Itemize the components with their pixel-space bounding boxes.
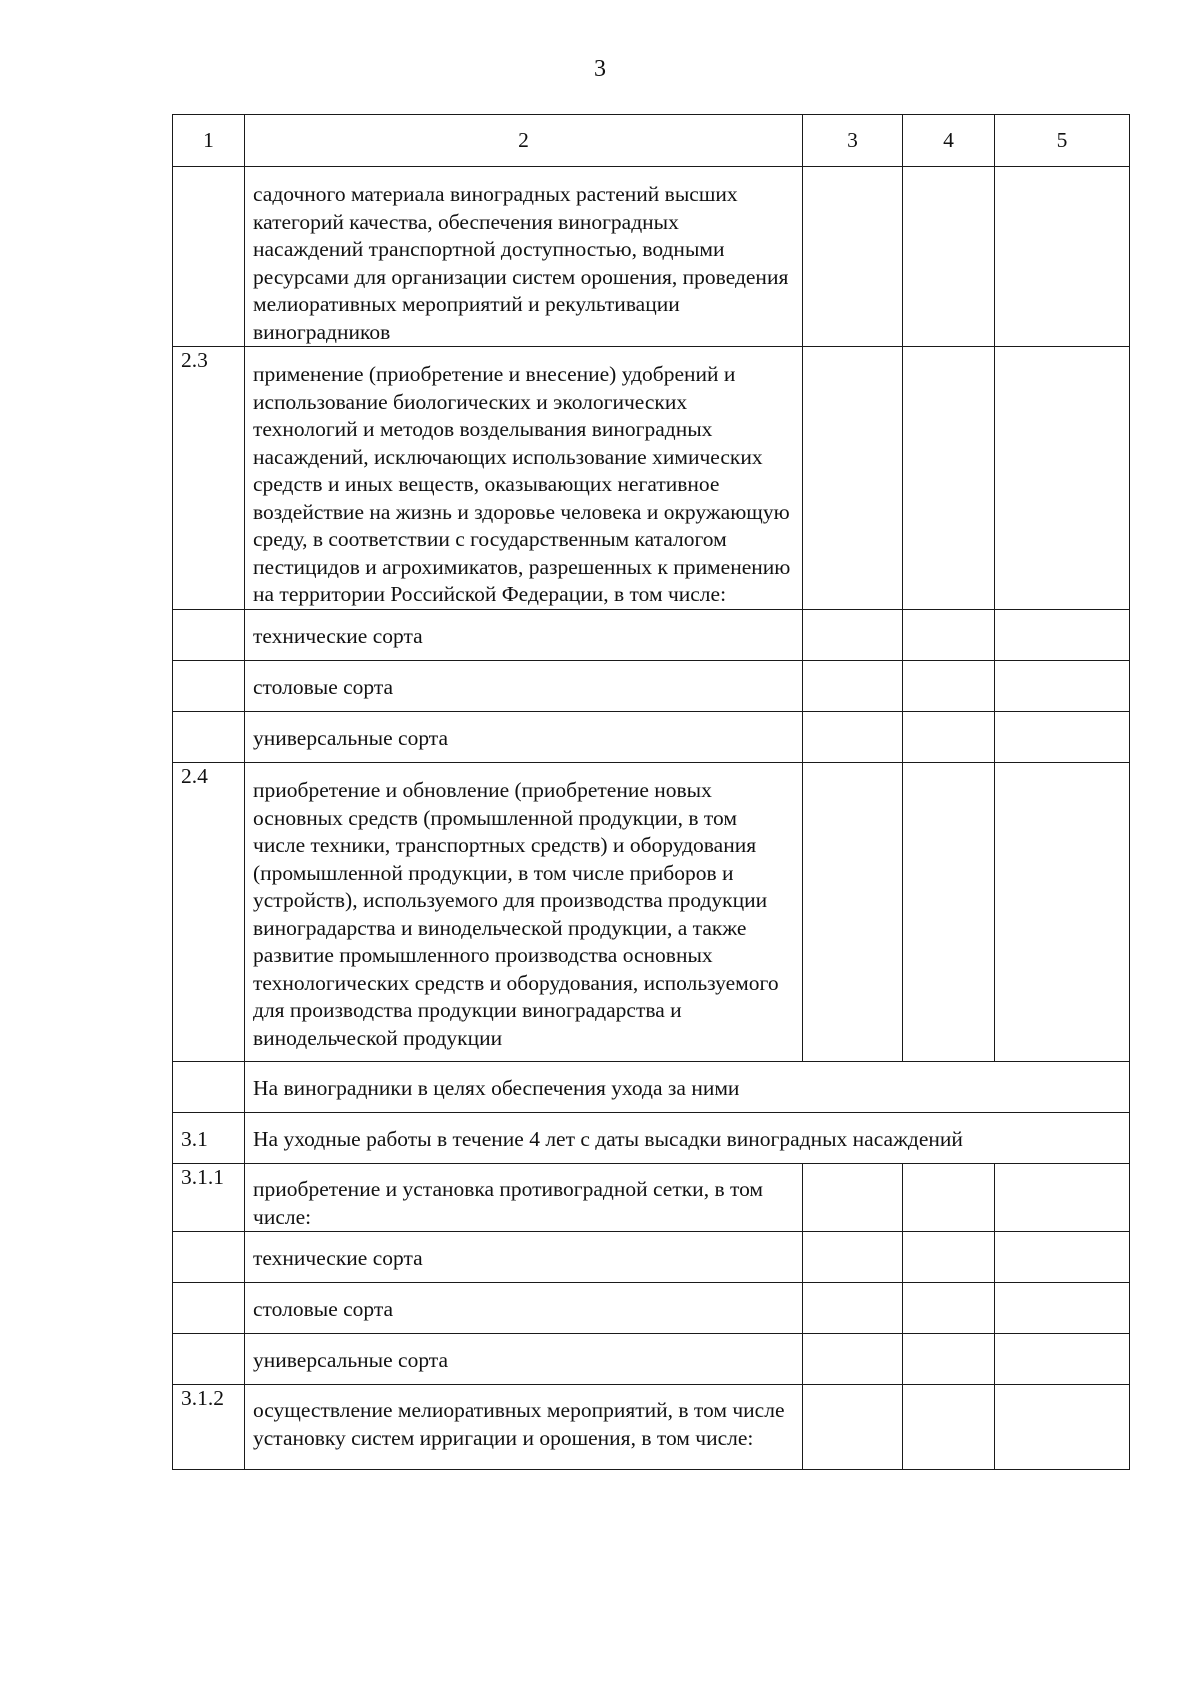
row-number: 2.4 (173, 763, 245, 1062)
row-number (173, 1232, 245, 1283)
value-cell (803, 1232, 903, 1283)
row-description: столовые сорта (245, 1283, 803, 1334)
row-description: осуществление мелиоративных мероприятий, в том числе установку систем ирригации и орошения, в том числе: (245, 1385, 803, 1470)
value-cell (803, 712, 903, 763)
table-row (173, 1164, 1130, 1232)
value-cell (803, 661, 903, 712)
value-cell (995, 712, 1130, 763)
column-header-2: 2 (245, 115, 803, 167)
section-heading: На виноградники в целях обеспечения ухода за ними (245, 1062, 1130, 1113)
value-cell (803, 1283, 903, 1334)
table-row (173, 1283, 1130, 1334)
value-cell (995, 1283, 1130, 1334)
row-description: столовые сорта (245, 661, 803, 712)
value-cell (903, 1385, 995, 1470)
section-heading: На уходные работы в течение 4 лет с даты высадки виноградных насаждений (245, 1113, 1130, 1164)
value-cell (995, 167, 1130, 347)
value-cell (803, 1385, 903, 1470)
value-cell (903, 763, 995, 1062)
row-number: 3.1.2 (173, 1385, 245, 1470)
value-cell (803, 763, 903, 1062)
value-cell (903, 1283, 995, 1334)
document-table (172, 114, 1130, 1470)
row-description: приобретение и обновление (приобретение новых основных средств (промышленной продукции, в том числе техники, транспортных средств) и оборудования (промышленной продукции, в том числе приборов и устройств), используемого для производства продукции виноградарства и винодельческой продукции, а также развитие промышленного производства основных технологических средств и оборудования, используемого для производства продукции виноградарства и винодельческой продукции (245, 763, 803, 1062)
column-header-1: 1 (173, 115, 245, 167)
table-row (173, 1385, 1130, 1470)
row-description: технические сорта (245, 1232, 803, 1283)
row-description: технические сорта (245, 610, 803, 661)
table-row (173, 347, 1130, 610)
value-cell (803, 167, 903, 347)
row-number: 2.3 (173, 347, 245, 610)
value-cell (995, 347, 1130, 610)
table-row (173, 661, 1130, 712)
value-cell (903, 661, 995, 712)
table-section-row (173, 1113, 1130, 1164)
row-number (173, 1283, 245, 1334)
row-number: 3.1 (173, 1113, 245, 1164)
value-cell (803, 1164, 903, 1232)
row-number (173, 167, 245, 347)
table-row (173, 763, 1130, 1062)
value-cell (995, 610, 1130, 661)
value-cell (995, 1334, 1130, 1385)
value-cell (803, 1334, 903, 1385)
column-header-3: 3 (803, 115, 903, 167)
table-header-row (173, 115, 1130, 167)
value-cell (903, 1164, 995, 1232)
table-row (173, 1232, 1130, 1283)
value-cell (995, 1164, 1130, 1232)
row-number (173, 1334, 245, 1385)
column-header-5: 5 (995, 115, 1130, 167)
column-header-4: 4 (903, 115, 995, 167)
value-cell (903, 712, 995, 763)
value-cell (803, 610, 903, 661)
row-number (173, 1062, 245, 1113)
table-row (173, 610, 1130, 661)
row-number (173, 610, 245, 661)
value-cell (995, 661, 1130, 712)
value-cell (903, 610, 995, 661)
table-section-row (173, 1062, 1130, 1113)
row-number (173, 712, 245, 763)
row-description: универсальные сорта (245, 1334, 803, 1385)
row-description: садочного материала виноградных растений высших категорий качества, обеспечения виноградных насаждений транспортной доступностью, водными ресурсами для организации систем орошения, проведения мелиоративных мероприятий и рекультивации виноградников (245, 167, 803, 347)
value-cell (903, 347, 995, 610)
row-number: 3.1.1 (173, 1164, 245, 1232)
value-cell (995, 763, 1130, 1062)
row-description: приобретение и установка противоградной сетки, в том числе: (245, 1164, 803, 1232)
table-row (173, 1334, 1130, 1385)
row-description: применение (приобретение и внесение) удобрений и использование биологических и экологических технологий и методов возделывания виноградных насаждений, исключающих использование химических средств и иных веществ, оказывающих негативное воздействие на жизнь и здоровье человека и окружающую среду, в соответствии с государственным каталогом пестицидов и агрохимикатов, разрешенных к применению на территории Российской Федерации, в том числе: (245, 347, 803, 610)
value-cell (903, 1232, 995, 1283)
value-cell (803, 347, 903, 610)
value-cell (995, 1385, 1130, 1470)
table-row (173, 167, 1130, 347)
row-description: универсальные сорта (245, 712, 803, 763)
table-row (173, 712, 1130, 763)
page-number: 3 (594, 56, 606, 82)
value-cell (903, 1334, 995, 1385)
row-number (173, 661, 245, 712)
value-cell (995, 1232, 1130, 1283)
value-cell (903, 167, 995, 347)
